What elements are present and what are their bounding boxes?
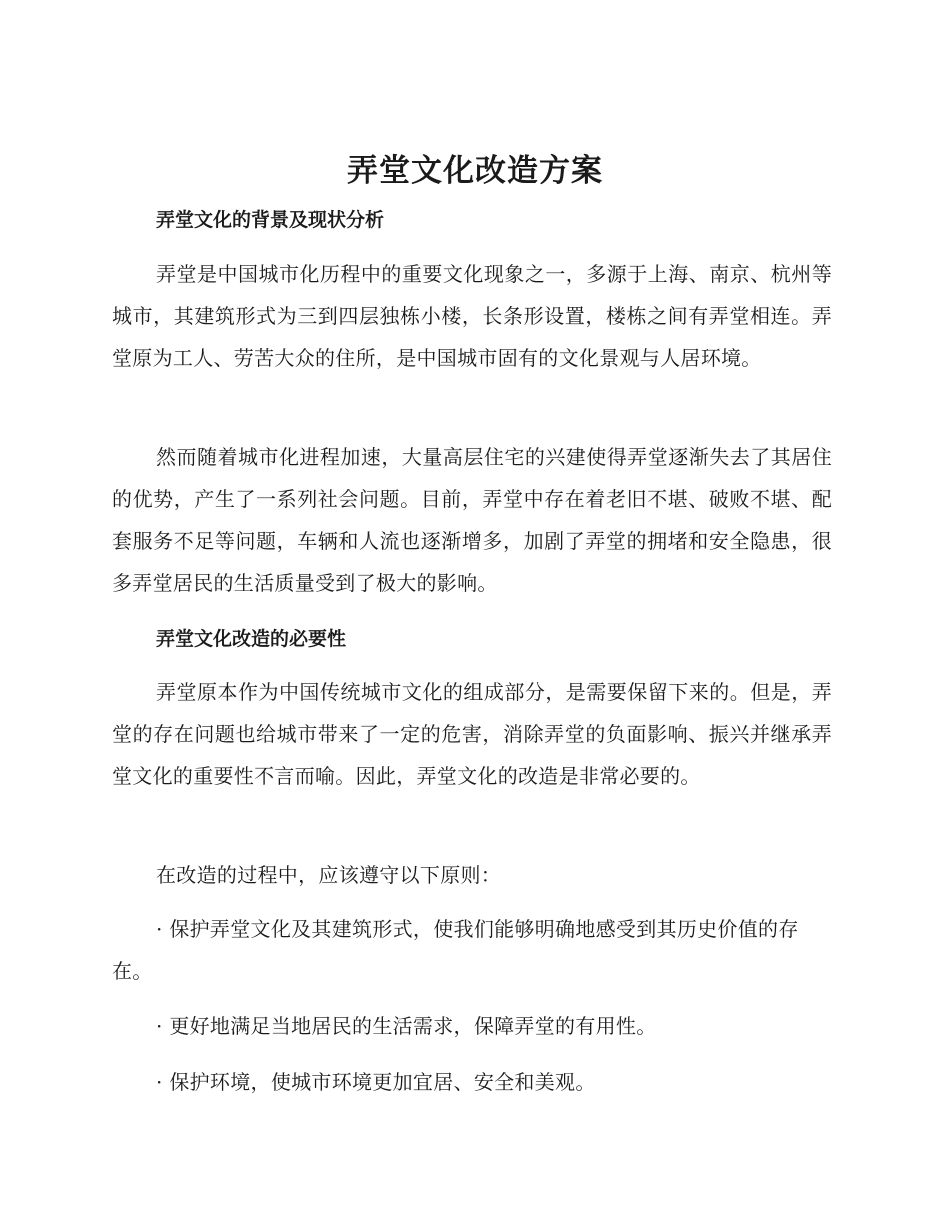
paragraph-current-problems: 然而随着城市化进程加速，大量高层住宅的兴建使得弄堂逐渐失去了其居住的优势，产生了一系列社会问题。目前，弄堂中存在着老旧不堪、破败不堪、配套服务不足等问题，车辆和人流也逐渐增多，加剧了弄堂的拥堵和安全隐患，很多弄堂居民的生活质量受到了极大的影响。: [112, 445, 832, 595]
bullet-item: · 保护环境，使城市环境更加宜居、安全和美观。: [156, 1070, 596, 1094]
paragraph-principles-intro: 在改造的过程中，应该遵守以下原则：: [156, 863, 502, 887]
bullet-item: · 更好地满足当地居民的生活需求，保障弄堂的有用性。: [156, 1014, 657, 1038]
paragraph-necessity: 弄堂原本作为中国传统城市文化的组成部分，是需要保留下来的。但是，弄堂的存在问题也给城市带来了一定的危害，消除弄堂的负面影响、振兴并继承弄堂文化的重要性不言而喻。因此，弄堂文化的改造是非常必要的。: [112, 680, 832, 788]
paragraph-background-intro: 弄堂是中国城市化历程中的重要文化现象之一，多源于上海、南京、杭州等城市，其建筑形式为三到四层独栋小楼，长条形设置，楼栋之间有弄堂相连。弄堂原为工人、劳苦大众的住所，是中国城市固有的文化景观与人居环境。: [112, 262, 832, 370]
bullet-item: · 保护弄堂文化及其建筑形式，使我们能够明确地感受到其历史价值的存在。: [112, 917, 799, 983]
section-heading-necessity: 弄堂文化改造的必要性: [156, 628, 347, 650]
document-title: 弄堂文化改造方案: [347, 153, 603, 189]
section-heading-background: 弄堂文化的背景及现状分析: [156, 209, 385, 231]
